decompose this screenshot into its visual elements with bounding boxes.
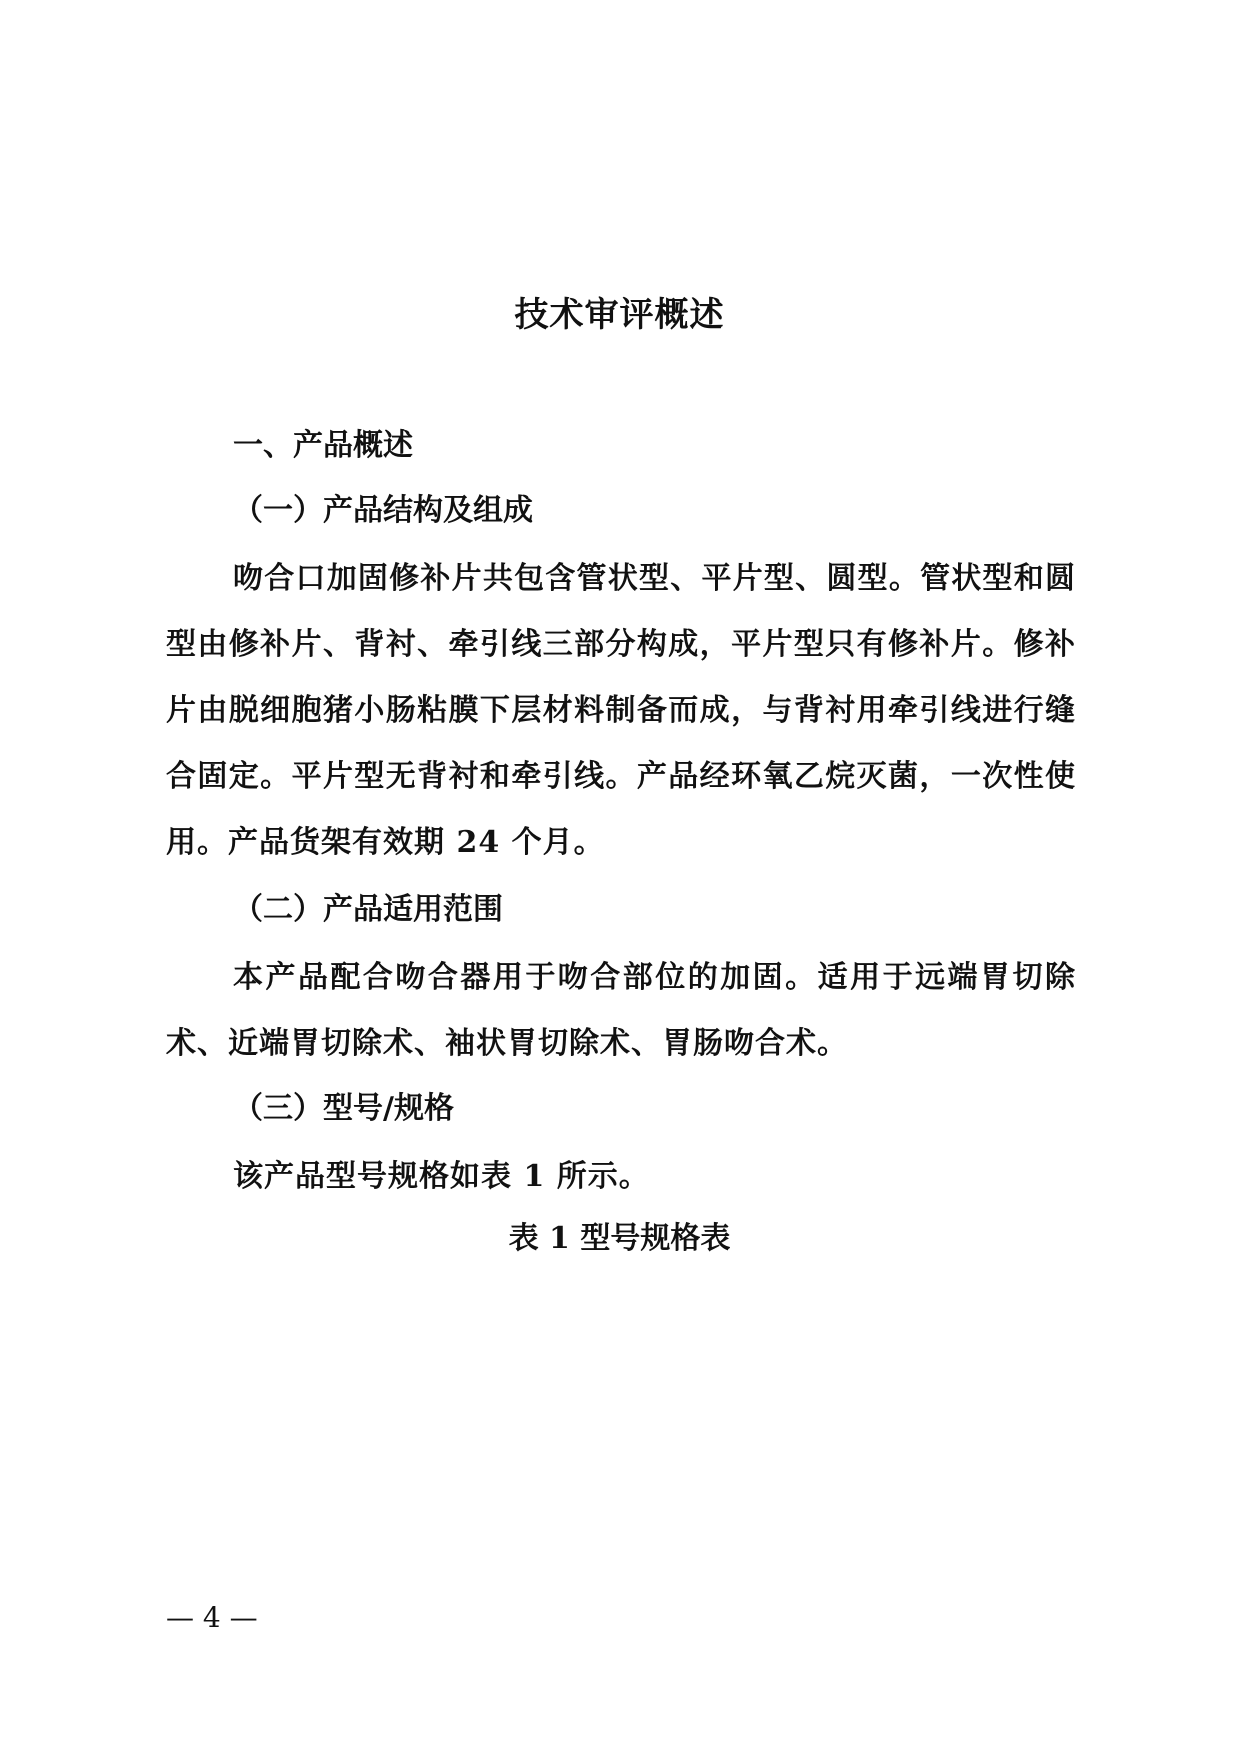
- subsection-heading-models: （三）型号/规格: [233, 1091, 454, 1126]
- paragraph-structure: 吻合口加固修补片共包含管状型、平片型、圆型。管状型和圆型由修补片、背衬、牵引线三部分构成，平片型只有修补片。修补片由脱细胞猪小肠粘膜下层材料制备而成，与背衬用牵引线进行缝合固定。平片型无背衬和牵引线。产品经环氧乙烷灭菌，一次性使用。产品货架有效期 24 个月。: [166, 561, 1076, 860]
- paragraph-scope: 本产品配合吻合器用于吻合部位的加固。适用于远端胃切除术、近端胃切除术、袖状胃切除术、胃肠吻合术。: [166, 960, 1076, 1061]
- subsection-heading-structure: （一）产品结构及组成: [233, 493, 533, 528]
- document-title: 技术审评概述: [514, 295, 725, 335]
- page-number: — 4 —: [166, 1601, 258, 1634]
- paragraph-models: 该产品型号规格如表 1 所示。: [233, 1159, 650, 1194]
- section-heading-product-overview: 一、产品概述: [233, 428, 413, 463]
- table-caption: 表 1 型号规格表: [508, 1221, 731, 1256]
- subsection-heading-scope: （二）产品适用范围: [233, 892, 503, 927]
